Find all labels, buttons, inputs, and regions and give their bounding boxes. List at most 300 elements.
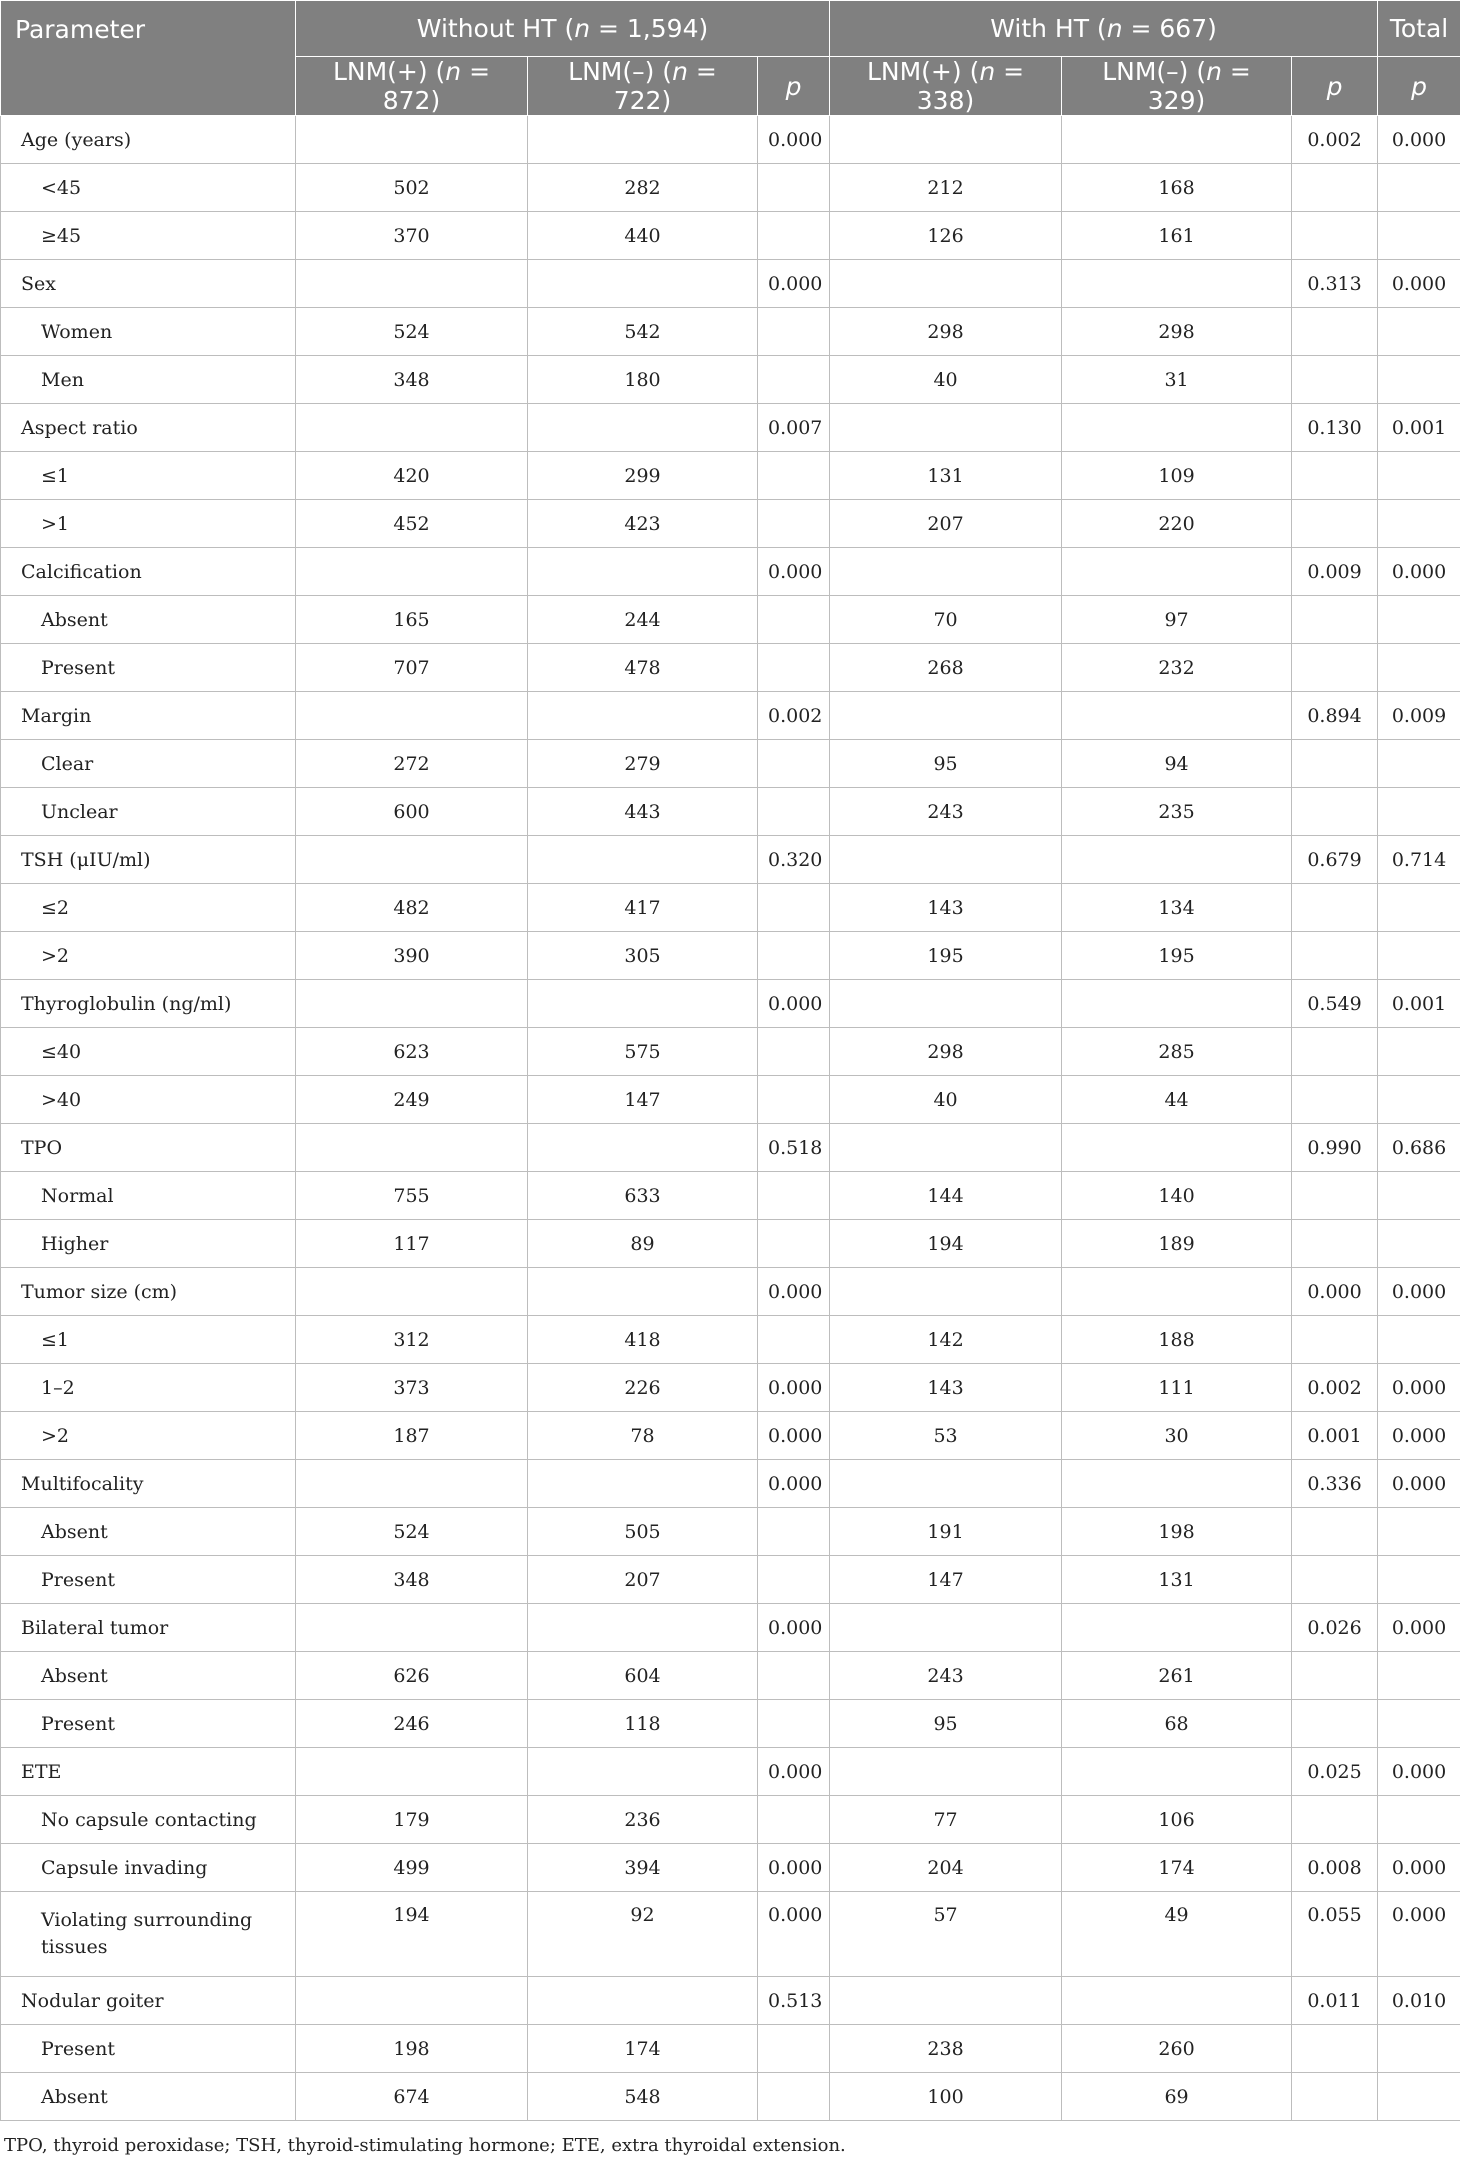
table-cell: 604 — [528, 1652, 758, 1700]
table-cell: 0.000 — [1378, 116, 1460, 164]
table-cell: 0.000 — [758, 1460, 830, 1508]
table-cell: 0.002 — [758, 692, 830, 740]
table-row — [1, 1268, 1460, 1316]
row-label: Aspect ratio — [1, 404, 296, 452]
table-cell — [1292, 596, 1378, 644]
row-label: TSH (μIU/ml) — [1, 836, 296, 884]
table-cell — [1292, 452, 1378, 500]
table-cell: 78 — [528, 1412, 758, 1460]
table-cell — [1292, 500, 1378, 548]
table-row — [1, 1412, 1460, 1460]
table-row — [1, 980, 1460, 1028]
table-cell — [1378, 356, 1460, 404]
table-cell — [296, 1604, 528, 1652]
table-cell: 0.000 — [1378, 1364, 1460, 1412]
table-row — [1, 164, 1460, 212]
table-cell: 161 — [1062, 212, 1292, 260]
table-row — [1, 2025, 1460, 2073]
table-row — [1, 308, 1460, 356]
table-cell: 111 — [1062, 1364, 1292, 1412]
row-label: Multifocality — [1, 1460, 296, 1508]
table-cell: 235 — [1062, 788, 1292, 836]
table-cell — [1292, 932, 1378, 980]
table-cell: 423 — [528, 500, 758, 548]
table-cell: 49 — [1062, 1892, 1292, 1977]
table-cell: 147 — [830, 1556, 1062, 1604]
table-cell — [1062, 1977, 1292, 2025]
table-cell: 100 — [830, 2073, 1062, 2121]
table-cell: 524 — [296, 308, 528, 356]
table-cell — [758, 1172, 830, 1220]
table-cell — [528, 1977, 758, 2025]
row-label: No capsule contacting — [1, 1796, 296, 1844]
table-cell — [1292, 1796, 1378, 1844]
row-label: Clear — [1, 740, 296, 788]
table-cell: 53 — [830, 1412, 1062, 1460]
table-cell: 0.336 — [1292, 1460, 1378, 1508]
table-cell: 548 — [528, 2073, 758, 2121]
table-cell: 633 — [528, 1172, 758, 1220]
row-label: ≤1 — [1, 452, 296, 500]
table-cell: 243 — [830, 788, 1062, 836]
row-label: Violating surrounding tissues — [1, 1892, 296, 1977]
table-cell — [1292, 164, 1378, 212]
table-cell: 505 — [528, 1508, 758, 1556]
table-cell — [296, 1124, 528, 1172]
table-row — [1, 1652, 1460, 1700]
header-lnm-neg-with: LNM(–) (n = 329) — [1062, 57, 1292, 116]
row-label: Nodular goiter — [1, 1977, 296, 2025]
table-cell — [528, 1460, 758, 1508]
table-cell: 707 — [296, 644, 528, 692]
table-cell: 299 — [528, 452, 758, 500]
table-cell: 106 — [1062, 1796, 1292, 1844]
row-label: Absent — [1, 596, 296, 644]
table-cell: 0.002 — [1292, 1364, 1378, 1412]
table-body — [1, 116, 1460, 2121]
table-cell — [830, 260, 1062, 308]
table-row — [1, 1220, 1460, 1268]
table-cell: 0.000 — [758, 260, 830, 308]
table-cell: 188 — [1062, 1316, 1292, 1364]
table-cell — [1378, 1220, 1460, 1268]
header-without-ht: Without HT (n = 1,594) — [296, 1, 830, 57]
table-cell — [1292, 2073, 1378, 2121]
table-cell: 179 — [296, 1796, 528, 1844]
table-cell: 77 — [830, 1796, 1062, 1844]
table-row — [1, 1508, 1460, 1556]
table-cell: 298 — [830, 308, 1062, 356]
table-cell — [528, 692, 758, 740]
table-cell: 0.549 — [1292, 980, 1378, 1028]
table-cell: 118 — [528, 1700, 758, 1748]
table-cell: 0.001 — [1292, 1412, 1378, 1460]
table-cell — [1062, 692, 1292, 740]
table-row — [1, 1604, 1460, 1652]
table-cell: 194 — [830, 1220, 1062, 1268]
table-cell: 207 — [528, 1556, 758, 1604]
table-cell: 212 — [830, 164, 1062, 212]
table-row — [1, 884, 1460, 932]
table-cell — [758, 932, 830, 980]
table-cell: 298 — [830, 1028, 1062, 1076]
table-cell: 174 — [1062, 1844, 1292, 1892]
table-cell — [830, 1124, 1062, 1172]
table-cell: 298 — [1062, 308, 1292, 356]
table-cell: 0.009 — [1378, 692, 1460, 740]
table-cell: 238 — [830, 2025, 1062, 2073]
table-cell: 0.990 — [1292, 1124, 1378, 1172]
table-cell — [758, 788, 830, 836]
table-cell: 232 — [1062, 644, 1292, 692]
table-cell: 0.686 — [1378, 1124, 1460, 1172]
table-cell — [1062, 1460, 1292, 1508]
table-cell: 417 — [528, 884, 758, 932]
table-row — [1, 740, 1460, 788]
table-cell: 0.679 — [1292, 836, 1378, 884]
table-cell: 70 — [830, 596, 1062, 644]
table-cell: 187 — [296, 1412, 528, 1460]
table-cell: 92 — [528, 1892, 758, 1977]
table-cell — [1062, 980, 1292, 1028]
table-cell — [1378, 1316, 1460, 1364]
table-cell — [1292, 1028, 1378, 1076]
table-cell: 0.055 — [1292, 1892, 1378, 1977]
row-label: Unclear — [1, 788, 296, 836]
table-cell — [830, 1977, 1062, 2025]
row-label: Present — [1, 1556, 296, 1604]
table-cell: 452 — [296, 500, 528, 548]
table-cell: 261 — [1062, 1652, 1292, 1700]
table-cell: 191 — [830, 1508, 1062, 1556]
table-row — [1, 212, 1460, 260]
table-cell: 97 — [1062, 596, 1292, 644]
table-cell — [528, 548, 758, 596]
table-cell: 0.000 — [1378, 1268, 1460, 1316]
table-cell — [1292, 212, 1378, 260]
table-cell — [1292, 1076, 1378, 1124]
table-row — [1, 1028, 1460, 1076]
table-cell: 348 — [296, 356, 528, 404]
table-cell: 144 — [830, 1172, 1062, 1220]
row-label: Bilateral tumor — [1, 1604, 296, 1652]
table-cell — [830, 1460, 1062, 1508]
table-cell: 260 — [1062, 2025, 1292, 2073]
table-cell — [1378, 644, 1460, 692]
table-cell: 220 — [1062, 500, 1292, 548]
table-cell — [758, 1076, 830, 1124]
table-row — [1, 1748, 1460, 1796]
table-row — [1, 932, 1460, 980]
table-row — [1, 692, 1460, 740]
row-label: >2 — [1, 932, 296, 980]
table-cell — [1062, 1268, 1292, 1316]
table-cell — [1292, 644, 1378, 692]
table-cell — [296, 260, 528, 308]
table-cell — [1062, 1748, 1292, 1796]
table-cell: 0.000 — [1378, 1460, 1460, 1508]
table-cell — [1378, 740, 1460, 788]
table-cell — [830, 1268, 1062, 1316]
table-cell: 249 — [296, 1076, 528, 1124]
table-cell: 674 — [296, 2073, 528, 2121]
table-cell: 198 — [296, 2025, 528, 2073]
table-cell: 0.000 — [758, 116, 830, 164]
table-row — [1, 1892, 1460, 1977]
table-cell: 312 — [296, 1316, 528, 1364]
table-cell: 0.007 — [758, 404, 830, 452]
table-cell: 147 — [528, 1076, 758, 1124]
table-cell — [1062, 404, 1292, 452]
table-cell — [1378, 1076, 1460, 1124]
row-label: >2 — [1, 1412, 296, 1460]
table-cell — [1292, 308, 1378, 356]
table-cell: 134 — [1062, 884, 1292, 932]
row-label: <45 — [1, 164, 296, 212]
header-lnm-pos-with: LNM(+) (n = 338) — [830, 57, 1062, 116]
table-cell: 0.000 — [758, 1844, 830, 1892]
table-cell: 0.008 — [1292, 1844, 1378, 1892]
row-label: Capsule invading — [1, 1844, 296, 1892]
table-row — [1, 1844, 1460, 1892]
table-cell — [296, 548, 528, 596]
table-cell: 0.518 — [758, 1124, 830, 1172]
table-cell — [1378, 212, 1460, 260]
table-cell — [1292, 884, 1378, 932]
table-cell — [1062, 116, 1292, 164]
table-cell: 542 — [528, 308, 758, 356]
table-cell — [758, 740, 830, 788]
table-cell: 68 — [1062, 1700, 1292, 1748]
table-cell: 195 — [1062, 932, 1292, 980]
table-cell: 174 — [528, 2025, 758, 2073]
table-cell — [528, 980, 758, 1028]
row-label: Absent — [1, 1652, 296, 1700]
table-cell: 305 — [528, 932, 758, 980]
table-cell: 31 — [1062, 356, 1292, 404]
table-cell: 443 — [528, 788, 758, 836]
table-cell: 623 — [296, 1028, 528, 1076]
table-cell — [1062, 836, 1292, 884]
table-cell: 131 — [1062, 1556, 1292, 1604]
table-cell — [1292, 740, 1378, 788]
table-cell: 143 — [830, 884, 1062, 932]
table-cell — [758, 356, 830, 404]
table-cell — [296, 980, 528, 1028]
table-cell: 0.000 — [1378, 548, 1460, 596]
table-row — [1, 2073, 1460, 2121]
table-cell: 0.894 — [1292, 692, 1378, 740]
table-cell — [528, 404, 758, 452]
table-cell: 0.000 — [758, 548, 830, 596]
table-row — [1, 644, 1460, 692]
table-cell — [758, 1316, 830, 1364]
table-cell — [758, 644, 830, 692]
table-cell: 0.000 — [1378, 260, 1460, 308]
row-label: ≤40 — [1, 1028, 296, 1076]
header-p-with: p — [1292, 57, 1378, 116]
table-cell — [1378, 1796, 1460, 1844]
table-cell — [758, 452, 830, 500]
table-cell: 0.011 — [1292, 1977, 1378, 2025]
table-cell: 600 — [296, 788, 528, 836]
table-cell: 626 — [296, 1652, 528, 1700]
table-cell — [1292, 1220, 1378, 1268]
table-cell — [830, 1604, 1062, 1652]
table-cell — [1062, 260, 1292, 308]
table-cell — [1062, 548, 1292, 596]
table-row — [1, 356, 1460, 404]
table-cell — [758, 2025, 830, 2073]
table-row — [1, 1700, 1460, 1748]
table-cell — [296, 1460, 528, 1508]
row-label: Absent — [1, 1508, 296, 1556]
table-cell — [758, 212, 830, 260]
table-cell — [1378, 308, 1460, 356]
table-cell — [758, 1028, 830, 1076]
table-cell: 95 — [830, 740, 1062, 788]
row-label: Age (years) — [1, 116, 296, 164]
table-cell — [1292, 1700, 1378, 1748]
table-cell — [758, 1508, 830, 1556]
table-cell — [758, 1700, 830, 1748]
table-cell: 0.000 — [758, 1604, 830, 1652]
table-cell: 126 — [830, 212, 1062, 260]
table-cell — [1378, 884, 1460, 932]
table-cell — [528, 836, 758, 884]
row-label: ≤2 — [1, 884, 296, 932]
table-cell — [758, 500, 830, 548]
table-header — [1, 1, 1460, 116]
table-row — [1, 1460, 1460, 1508]
table-cell: 194 — [296, 1892, 528, 1977]
table-cell: 57 — [830, 1892, 1062, 1977]
table-cell: 0.313 — [1292, 260, 1378, 308]
row-label: ≤1 — [1, 1316, 296, 1364]
table-cell: 0.026 — [1292, 1604, 1378, 1652]
table-cell: 40 — [830, 356, 1062, 404]
table-cell: 0.002 — [1292, 116, 1378, 164]
table-cell — [758, 2073, 830, 2121]
table-cell — [830, 692, 1062, 740]
table-row — [1, 1977, 1460, 2025]
table-cell: 348 — [296, 1556, 528, 1604]
table-cell — [296, 1268, 528, 1316]
header-p-total: p — [1378, 57, 1460, 116]
table-cell: 0.010 — [1378, 1977, 1460, 2025]
table-row — [1, 1172, 1460, 1220]
table-cell: 0.130 — [1292, 404, 1378, 452]
table-cell: 117 — [296, 1220, 528, 1268]
table-cell: 0.000 — [758, 1364, 830, 1412]
table-cell: 268 — [830, 644, 1062, 692]
table-row — [1, 1364, 1460, 1412]
table-cell — [296, 1748, 528, 1796]
table-cell — [1292, 2025, 1378, 2073]
table-cell: 0.000 — [1378, 1412, 1460, 1460]
row-label: TPO — [1, 1124, 296, 1172]
table-cell — [1378, 1652, 1460, 1700]
table-cell — [1378, 452, 1460, 500]
header-with-ht: With HT (n = 667) — [830, 1, 1378, 57]
table-cell: 0.000 — [758, 1892, 830, 1977]
table-cell: 0.001 — [1378, 980, 1460, 1028]
table-cell — [1378, 932, 1460, 980]
table-cell: 502 — [296, 164, 528, 212]
table-row — [1, 1556, 1460, 1604]
table-cell — [1062, 1604, 1292, 1652]
table-cell: 373 — [296, 1364, 528, 1412]
table-cell — [1292, 1652, 1378, 1700]
table-cell: 279 — [528, 740, 758, 788]
table-cell: 243 — [830, 1652, 1062, 1700]
table-cell: 40 — [830, 1076, 1062, 1124]
row-label: Absent — [1, 2073, 296, 2121]
table-cell: 165 — [296, 596, 528, 644]
row-label: Sex — [1, 260, 296, 308]
table-row — [1, 404, 1460, 452]
table-cell: 246 — [296, 1700, 528, 1748]
table-cell — [1378, 1700, 1460, 1748]
table-cell — [296, 404, 528, 452]
table-cell: 244 — [528, 596, 758, 644]
table-cell — [758, 1556, 830, 1604]
row-label: >1 — [1, 500, 296, 548]
table-cell: 140 — [1062, 1172, 1292, 1220]
table-cell: 394 — [528, 1844, 758, 1892]
table-cell — [830, 548, 1062, 596]
row-label: >40 — [1, 1076, 296, 1124]
table-cell — [1378, 1172, 1460, 1220]
table-cell: 198 — [1062, 1508, 1292, 1556]
table-cell — [1378, 500, 1460, 548]
table-cell: 575 — [528, 1028, 758, 1076]
header-parameter: Parameter — [1, 1, 296, 116]
table-cell: 0.714 — [1378, 836, 1460, 884]
header-total: Total — [1378, 1, 1460, 57]
table-footnote: TPO, thyroid peroxidase; TSH, thyroid-stimulating hormone; ETE, extra thyroidal extension. — [4, 2135, 846, 2156]
row-label: Present — [1, 644, 296, 692]
table-cell: 189 — [1062, 1220, 1292, 1268]
header-lnm-neg-without: LNM(–) (n = 722) — [528, 57, 758, 116]
table-cell — [758, 1796, 830, 1844]
table-cell — [528, 116, 758, 164]
table-row — [1, 548, 1460, 596]
table-cell: 207 — [830, 500, 1062, 548]
table-cell: 143 — [830, 1364, 1062, 1412]
table-row — [1, 1316, 1460, 1364]
table-cell — [296, 836, 528, 884]
table-cell: 0.009 — [1292, 548, 1378, 596]
table-cell — [1292, 1508, 1378, 1556]
row-label: Women — [1, 308, 296, 356]
table-cell — [528, 1124, 758, 1172]
table-cell: 236 — [528, 1796, 758, 1844]
row-label: Normal — [1, 1172, 296, 1220]
table-cell: 0.000 — [1292, 1268, 1378, 1316]
table-cell: 168 — [1062, 164, 1292, 212]
table-cell: 420 — [296, 452, 528, 500]
table-cell: 226 — [528, 1364, 758, 1412]
table-cell: 0.000 — [758, 980, 830, 1028]
row-label: Tumor size (cm) — [1, 1268, 296, 1316]
table-cell: 195 — [830, 932, 1062, 980]
table-cell: 109 — [1062, 452, 1292, 500]
table-cell: 0.000 — [758, 1412, 830, 1460]
table-cell — [758, 164, 830, 212]
row-label: 1–2 — [1, 1364, 296, 1412]
table-row — [1, 500, 1460, 548]
